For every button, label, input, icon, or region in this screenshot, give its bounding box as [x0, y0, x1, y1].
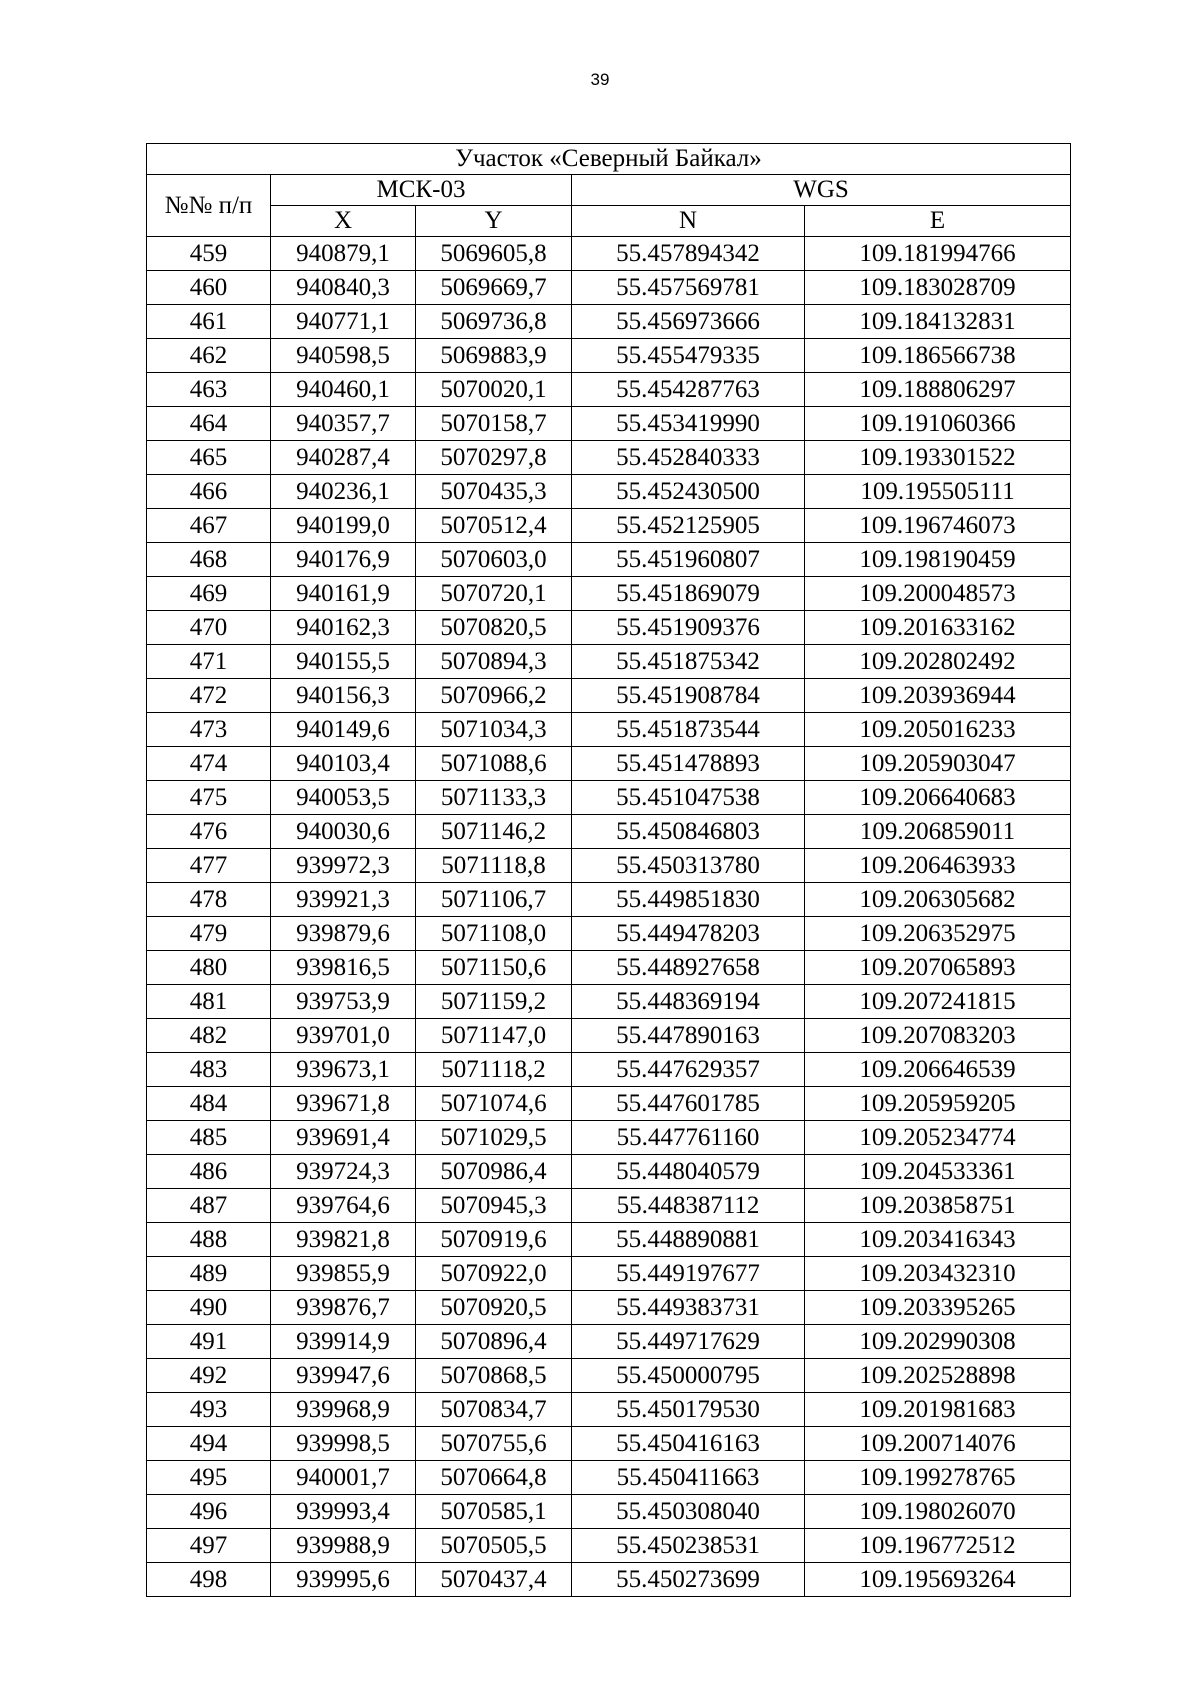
cell-e: 109.207065893 — [805, 951, 1071, 985]
table-row — [147, 475, 1071, 509]
table-row — [147, 679, 1071, 713]
cell-x: 940053,5 — [271, 781, 416, 815]
cell-x: 940030,6 — [271, 815, 416, 849]
header-wgs: WGS — [572, 175, 1071, 206]
table-row — [147, 1495, 1071, 1529]
cell-number: 498 — [147, 1563, 271, 1597]
cell-e: 109.195693264 — [805, 1563, 1071, 1597]
cell-n: 55.450308040 — [572, 1495, 805, 1529]
table-row — [147, 713, 1071, 747]
cell-number: 481 — [147, 985, 271, 1019]
table-row — [147, 543, 1071, 577]
cell-e: 109.205016233 — [805, 713, 1071, 747]
cell-n: 55.456973666 — [572, 305, 805, 339]
cell-y: 5070297,8 — [416, 441, 572, 475]
table-row — [147, 1257, 1071, 1291]
header-n: N — [572, 206, 805, 237]
table-row — [147, 815, 1071, 849]
cell-number: 470 — [147, 611, 271, 645]
cell-x: 940149,6 — [271, 713, 416, 747]
cell-e: 109.202802492 — [805, 645, 1071, 679]
cell-x: 939673,1 — [271, 1053, 416, 1087]
cell-x: 940162,3 — [271, 611, 416, 645]
cell-e: 109.195505111 — [805, 475, 1071, 509]
cell-n: 55.447890163 — [572, 1019, 805, 1053]
cell-x: 939855,9 — [271, 1257, 416, 1291]
table-row — [147, 645, 1071, 679]
cell-y: 5071147,0 — [416, 1019, 572, 1053]
cell-n: 55.451908784 — [572, 679, 805, 713]
table-row — [147, 305, 1071, 339]
cell-n: 55.453419990 — [572, 407, 805, 441]
cell-x: 940156,3 — [271, 679, 416, 713]
cell-e: 109.202990308 — [805, 1325, 1071, 1359]
cell-number: 461 — [147, 305, 271, 339]
cell-number: 479 — [147, 917, 271, 951]
cell-n: 55.450000795 — [572, 1359, 805, 1393]
cell-e: 109.206859011 — [805, 815, 1071, 849]
table-body — [147, 237, 1071, 1597]
cell-e: 109.184132831 — [805, 305, 1071, 339]
table-row — [147, 849, 1071, 883]
cell-e: 109.207241815 — [805, 985, 1071, 1019]
cell-y: 5071146,2 — [416, 815, 572, 849]
cell-e: 109.205959205 — [805, 1087, 1071, 1121]
cell-x: 939993,4 — [271, 1495, 416, 1529]
cell-number: 464 — [147, 407, 271, 441]
cell-e: 109.200048573 — [805, 577, 1071, 611]
cell-number: 467 — [147, 509, 271, 543]
cell-n: 55.451869079 — [572, 577, 805, 611]
cell-x: 940287,4 — [271, 441, 416, 475]
cell-y: 5069605,8 — [416, 237, 572, 271]
cell-x: 939671,8 — [271, 1087, 416, 1121]
cell-y: 5071133,3 — [416, 781, 572, 815]
cell-e: 109.206352975 — [805, 917, 1071, 951]
table-row — [147, 883, 1071, 917]
cell-e: 109.198026070 — [805, 1495, 1071, 1529]
cell-n: 55.451873544 — [572, 713, 805, 747]
table-row — [147, 1189, 1071, 1223]
cell-e: 109.203936944 — [805, 679, 1071, 713]
cell-e: 109.206646539 — [805, 1053, 1071, 1087]
cell-x: 940199,0 — [271, 509, 416, 543]
cell-y: 5070512,4 — [416, 509, 572, 543]
cell-number: 465 — [147, 441, 271, 475]
cell-x: 939998,5 — [271, 1427, 416, 1461]
cell-number: 496 — [147, 1495, 271, 1529]
cell-number: 468 — [147, 543, 271, 577]
cell-y: 5071150,6 — [416, 951, 572, 985]
cell-number: 460 — [147, 271, 271, 305]
table-row — [147, 271, 1071, 305]
header-y: Y — [416, 206, 572, 237]
cell-number: 486 — [147, 1155, 271, 1189]
cell-y: 5069736,8 — [416, 305, 572, 339]
cell-number: 475 — [147, 781, 271, 815]
table-row — [147, 951, 1071, 985]
cell-e: 109.202528898 — [805, 1359, 1071, 1393]
table-row — [147, 1461, 1071, 1495]
cell-y: 5070966,2 — [416, 679, 572, 713]
table-row — [147, 1529, 1071, 1563]
cell-y: 5070020,1 — [416, 373, 572, 407]
cell-x: 939724,3 — [271, 1155, 416, 1189]
cell-e: 109.206463933 — [805, 849, 1071, 883]
cell-number: 463 — [147, 373, 271, 407]
table-row — [147, 1223, 1071, 1257]
cell-y: 5071118,2 — [416, 1053, 572, 1087]
cell-e: 109.201981683 — [805, 1393, 1071, 1427]
cell-n: 55.450238531 — [572, 1529, 805, 1563]
cell-number: 480 — [147, 951, 271, 985]
table-row — [147, 1121, 1071, 1155]
table-row — [147, 985, 1071, 1019]
cell-e: 109.201633162 — [805, 611, 1071, 645]
cell-number: 476 — [147, 815, 271, 849]
cell-x: 939879,6 — [271, 917, 416, 951]
cell-e: 109.203395265 — [805, 1291, 1071, 1325]
cell-e: 109.181994766 — [805, 237, 1071, 271]
cell-n: 55.447629357 — [572, 1053, 805, 1087]
cell-e: 109.203432310 — [805, 1257, 1071, 1291]
cell-e: 109.193301522 — [805, 441, 1071, 475]
cell-e: 109.203858751 — [805, 1189, 1071, 1223]
cell-y: 5070505,5 — [416, 1529, 572, 1563]
cell-number: 477 — [147, 849, 271, 883]
cell-number: 472 — [147, 679, 271, 713]
cell-e: 109.206305682 — [805, 883, 1071, 917]
cell-y: 5070894,3 — [416, 645, 572, 679]
cell-number: 478 — [147, 883, 271, 917]
cell-x: 940879,1 — [271, 237, 416, 271]
table-row — [147, 577, 1071, 611]
cell-y: 5070585,1 — [416, 1495, 572, 1529]
cell-e: 109.199278765 — [805, 1461, 1071, 1495]
cell-number: 466 — [147, 475, 271, 509]
table-row — [147, 747, 1071, 781]
cell-y: 5071029,5 — [416, 1121, 572, 1155]
table-row — [147, 1019, 1071, 1053]
cell-e: 109.183028709 — [805, 271, 1071, 305]
cell-n: 55.452125905 — [572, 509, 805, 543]
cell-y: 5070986,4 — [416, 1155, 572, 1189]
table-header — [147, 144, 1071, 237]
cell-n: 55.450273699 — [572, 1563, 805, 1597]
cell-y: 5070820,5 — [416, 611, 572, 645]
cell-x: 940176,9 — [271, 543, 416, 577]
header-msk03: МСК-03 — [271, 175, 572, 206]
table-row — [147, 441, 1071, 475]
cell-y: 5069883,9 — [416, 339, 572, 373]
cell-n: 55.449197677 — [572, 1257, 805, 1291]
cell-y: 5070435,3 — [416, 475, 572, 509]
cell-x: 939701,0 — [271, 1019, 416, 1053]
cell-y: 5071088,6 — [416, 747, 572, 781]
cell-number: 488 — [147, 1223, 271, 1257]
cell-y: 5070945,3 — [416, 1189, 572, 1223]
cell-e: 109.206640683 — [805, 781, 1071, 815]
header-number: №№ п/п — [147, 175, 271, 237]
cell-n: 55.450411663 — [572, 1461, 805, 1495]
cell-n: 55.454287763 — [572, 373, 805, 407]
table-row — [147, 509, 1071, 543]
table-row — [147, 1325, 1071, 1359]
table-row — [147, 1087, 1071, 1121]
cell-n: 55.451960807 — [572, 543, 805, 577]
cell-y: 5070919,6 — [416, 1223, 572, 1257]
table-title: Участок «Северный Байкал» — [147, 144, 1071, 175]
cell-y: 5070603,0 — [416, 543, 572, 577]
cell-x: 940001,7 — [271, 1461, 416, 1495]
cell-n: 55.449478203 — [572, 917, 805, 951]
cell-n: 55.452840333 — [572, 441, 805, 475]
cell-number: 487 — [147, 1189, 271, 1223]
cell-e: 109.204533361 — [805, 1155, 1071, 1189]
cell-number: 489 — [147, 1257, 271, 1291]
cell-n: 55.448369194 — [572, 985, 805, 1019]
cell-x: 939821,8 — [271, 1223, 416, 1257]
cell-y: 5070920,5 — [416, 1291, 572, 1325]
cell-number: 493 — [147, 1393, 271, 1427]
cell-number: 490 — [147, 1291, 271, 1325]
table-row — [147, 1155, 1071, 1189]
cell-y: 5069669,7 — [416, 271, 572, 305]
cell-x: 939947,6 — [271, 1359, 416, 1393]
table-row — [147, 917, 1071, 951]
cell-x: 940840,3 — [271, 271, 416, 305]
cell-y: 5071159,2 — [416, 985, 572, 1019]
cell-n: 55.449717629 — [572, 1325, 805, 1359]
table-row — [147, 1563, 1071, 1597]
cell-e: 109.198190459 — [805, 543, 1071, 577]
cell-x: 939972,3 — [271, 849, 416, 883]
cell-y: 5070720,1 — [416, 577, 572, 611]
cell-number: 471 — [147, 645, 271, 679]
cell-x: 939876,7 — [271, 1291, 416, 1325]
cell-e: 109.200714076 — [805, 1427, 1071, 1461]
cell-x: 939914,9 — [271, 1325, 416, 1359]
cell-y: 5071034,3 — [416, 713, 572, 747]
cell-x: 940103,4 — [271, 747, 416, 781]
cell-n: 55.455479335 — [572, 339, 805, 373]
cell-x: 940236,1 — [271, 475, 416, 509]
cell-e: 109.188806297 — [805, 373, 1071, 407]
cell-e: 109.207083203 — [805, 1019, 1071, 1053]
cell-e: 109.196772512 — [805, 1529, 1071, 1563]
cell-x: 939753,9 — [271, 985, 416, 1019]
cell-n: 55.447761160 — [572, 1121, 805, 1155]
cell-n: 55.450416163 — [572, 1427, 805, 1461]
cell-n: 55.449383731 — [572, 1291, 805, 1325]
cell-e: 109.205903047 — [805, 747, 1071, 781]
cell-x: 939988,9 — [271, 1529, 416, 1563]
header-e: E — [805, 206, 1071, 237]
table-row — [147, 1427, 1071, 1461]
cell-number: 469 — [147, 577, 271, 611]
cell-number: 494 — [147, 1427, 271, 1461]
cell-x: 940598,5 — [271, 339, 416, 373]
cell-y: 5070868,5 — [416, 1359, 572, 1393]
cell-y: 5070755,6 — [416, 1427, 572, 1461]
table-row — [147, 339, 1071, 373]
cell-n: 55.457894342 — [572, 237, 805, 271]
cell-number: 474 — [147, 747, 271, 781]
cell-number: 485 — [147, 1121, 271, 1155]
cell-n: 55.447601785 — [572, 1087, 805, 1121]
cell-x: 940460,1 — [271, 373, 416, 407]
cell-y: 5071074,6 — [416, 1087, 572, 1121]
table-row — [147, 1291, 1071, 1325]
cell-x: 939764,6 — [271, 1189, 416, 1223]
cell-n: 55.451478893 — [572, 747, 805, 781]
cell-x: 939995,6 — [271, 1563, 416, 1597]
cell-x: 940357,7 — [271, 407, 416, 441]
cell-x: 940155,5 — [271, 645, 416, 679]
table-row — [147, 781, 1071, 815]
coordinates-table — [146, 143, 1071, 1597]
cell-number: 459 — [147, 237, 271, 271]
cell-y: 5070158,7 — [416, 407, 572, 441]
cell-number: 484 — [147, 1087, 271, 1121]
cell-number: 473 — [147, 713, 271, 747]
cell-y: 5070834,7 — [416, 1393, 572, 1427]
cell-n: 55.448927658 — [572, 951, 805, 985]
table-row — [147, 611, 1071, 645]
cell-e: 109.186566738 — [805, 339, 1071, 373]
table-row — [147, 1393, 1071, 1427]
cell-n: 55.448890881 — [572, 1223, 805, 1257]
cell-x: 939921,3 — [271, 883, 416, 917]
table-row — [147, 1359, 1071, 1393]
cell-y: 5071106,7 — [416, 883, 572, 917]
cell-e: 109.203416343 — [805, 1223, 1071, 1257]
cell-x: 940161,9 — [271, 577, 416, 611]
cell-n: 55.450313780 — [572, 849, 805, 883]
table-row — [147, 1053, 1071, 1087]
cell-n: 55.451047538 — [572, 781, 805, 815]
cell-n: 55.452430500 — [572, 475, 805, 509]
cell-e: 109.205234774 — [805, 1121, 1071, 1155]
cell-number: 482 — [147, 1019, 271, 1053]
cell-y: 5070922,0 — [416, 1257, 572, 1291]
cell-y: 5070437,4 — [416, 1563, 572, 1597]
table-row — [147, 373, 1071, 407]
cell-y: 5070664,8 — [416, 1461, 572, 1495]
cell-y: 5071108,0 — [416, 917, 572, 951]
cell-x: 940771,1 — [271, 305, 416, 339]
cell-number: 495 — [147, 1461, 271, 1495]
cell-e: 109.196746073 — [805, 509, 1071, 543]
cell-number: 462 — [147, 339, 271, 373]
cell-number: 483 — [147, 1053, 271, 1087]
table-row — [147, 237, 1071, 271]
cell-number: 492 — [147, 1359, 271, 1393]
cell-y: 5070896,4 — [416, 1325, 572, 1359]
cell-n: 55.450179530 — [572, 1393, 805, 1427]
cell-e: 109.191060366 — [805, 407, 1071, 441]
page-number: 39 — [590, 70, 610, 89]
cell-n: 55.448040579 — [572, 1155, 805, 1189]
header-x: X — [271, 206, 416, 237]
cell-n: 55.457569781 — [572, 271, 805, 305]
cell-n: 55.450846803 — [572, 815, 805, 849]
cell-n: 55.451909376 — [572, 611, 805, 645]
cell-n: 55.448387112 — [572, 1189, 805, 1223]
cell-y: 5071118,8 — [416, 849, 572, 883]
cell-n: 55.451875342 — [572, 645, 805, 679]
cell-x: 939691,4 — [271, 1121, 416, 1155]
cell-number: 497 — [147, 1529, 271, 1563]
table-row — [147, 407, 1071, 441]
cell-number: 491 — [147, 1325, 271, 1359]
cell-x: 939968,9 — [271, 1393, 416, 1427]
cell-x: 939816,5 — [271, 951, 416, 985]
cell-n: 55.449851830 — [572, 883, 805, 917]
